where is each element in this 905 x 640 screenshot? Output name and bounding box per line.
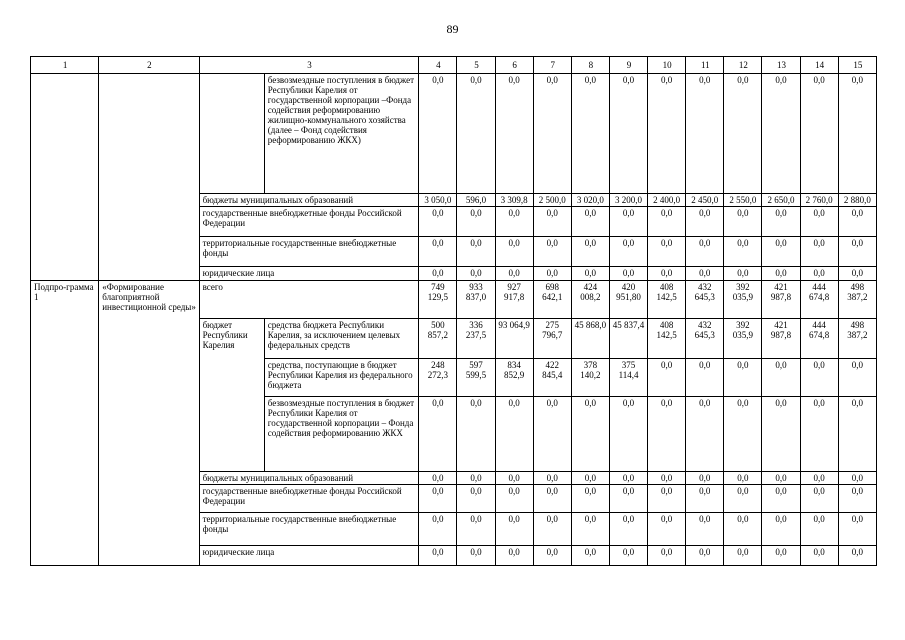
value-cell: 2 400,0: [648, 194, 686, 207]
budget-table: [30, 56, 877, 566]
header-cell: 1: [31, 57, 99, 74]
value-cell: 498 387,2: [838, 281, 876, 319]
value-cell: 0,0: [762, 546, 800, 566]
value-cell: 749 129,5: [419, 281, 457, 319]
empty-cell: [99, 74, 199, 281]
value-cell: 0,0: [686, 397, 724, 472]
value-cell: 0,0: [571, 513, 609, 546]
empty-cell: [199, 74, 264, 194]
value-cell: 0,0: [648, 513, 686, 546]
value-cell: 3 050,0: [419, 194, 457, 207]
value-cell: 0,0: [609, 485, 647, 513]
value-cell: 0,0: [800, 237, 838, 267]
value-cell: 0,0: [648, 237, 686, 267]
value-cell: 3 020,0: [571, 194, 609, 207]
subprogram-number: Подпро-грамма 1: [31, 281, 99, 566]
row-label: бюджеты муниципальных образований: [199, 472, 419, 485]
row-label: территориальные государственные внебюджетные фонды: [199, 237, 419, 267]
value-cell: 698 642,1: [533, 281, 571, 319]
value-cell: 0,0: [571, 397, 609, 472]
row-label: территориальные государственные внебюджетные фонды: [199, 513, 419, 546]
header-cell: 9: [609, 57, 647, 74]
value-cell: 0,0: [609, 74, 647, 194]
value-cell: 0,0: [762, 513, 800, 546]
value-cell: 0,0: [648, 546, 686, 566]
value-cell: 0,0: [495, 397, 533, 472]
header-cell: 3: [199, 57, 419, 74]
value-cell: 0,0: [838, 546, 876, 566]
value-cell: 0,0: [533, 485, 571, 513]
value-cell: 0,0: [800, 74, 838, 194]
value-cell: 408 142,5: [648, 281, 686, 319]
value-cell: 432 645,3: [686, 319, 724, 359]
value-cell: 0,0: [648, 74, 686, 194]
page-number: 89: [446, 22, 459, 36]
value-cell: 0,0: [648, 472, 686, 485]
value-cell: 0,0: [495, 472, 533, 485]
row-label: юридические лица: [199, 546, 419, 566]
value-cell: 0,0: [457, 513, 495, 546]
value-cell: 0,0: [800, 207, 838, 237]
budget-group-label: бюджет Республики Карелия: [199, 319, 264, 472]
value-cell: 0,0: [571, 207, 609, 237]
value-cell: 0,0: [457, 546, 495, 566]
value-cell: 0,0: [533, 397, 571, 472]
value-cell: 0,0: [800, 267, 838, 281]
value-cell: 0,0: [838, 513, 876, 546]
value-cell: 0,0: [838, 237, 876, 267]
value-cell: 0,0: [724, 237, 762, 267]
value-cell: 834 852,9: [495, 359, 533, 397]
value-cell: 3 309,8: [495, 194, 533, 207]
value-cell: 2 550,0: [724, 194, 762, 207]
value-cell: 0,0: [419, 513, 457, 546]
row-label: безвозмездные поступления в бюджет Республики Карелия от государственной корпорации – Фонда содействия реформированию ЖКХ: [264, 397, 419, 472]
value-cell: 0,0: [571, 267, 609, 281]
value-cell: 2 450,0: [686, 194, 724, 207]
value-cell: 0,0: [724, 472, 762, 485]
value-cell: 0,0: [724, 207, 762, 237]
value-cell: 0,0: [495, 74, 533, 194]
value-cell: 45 868,0: [571, 319, 609, 359]
value-cell: 422 845,4: [533, 359, 571, 397]
value-cell: 500 857,2: [419, 319, 457, 359]
value-cell: 0,0: [800, 485, 838, 513]
value-cell: 498 387,2: [838, 319, 876, 359]
value-cell: 0,0: [495, 513, 533, 546]
value-cell: 0,0: [609, 513, 647, 546]
value-cell: 0,0: [724, 513, 762, 546]
value-cell: 596,0: [457, 194, 495, 207]
value-cell: 0,0: [419, 267, 457, 281]
value-cell: 0,0: [800, 513, 838, 546]
value-cell: 0,0: [571, 472, 609, 485]
header-cell: 10: [648, 57, 686, 74]
value-cell: 0,0: [495, 546, 533, 566]
value-cell: 0,0: [648, 397, 686, 472]
value-cell: 2 650,0: [762, 194, 800, 207]
value-cell: 0,0: [457, 237, 495, 267]
value-cell: 0,0: [533, 74, 571, 194]
row-label: государственные внебюджетные фонды Российской Федерации: [199, 207, 419, 237]
value-cell: 0,0: [762, 207, 800, 237]
value-cell: 3 200,0: [609, 194, 647, 207]
value-cell: 0,0: [571, 74, 609, 194]
value-cell: 0,0: [609, 472, 647, 485]
value-cell: 336 237,5: [457, 319, 495, 359]
value-cell: 0,0: [838, 74, 876, 194]
value-cell: 2 760,0: [800, 194, 838, 207]
value-cell: 0,0: [686, 513, 724, 546]
value-cell: 0,0: [609, 267, 647, 281]
value-cell: 0,0: [571, 237, 609, 267]
value-cell: 927 917,8: [495, 281, 533, 319]
value-cell: 0,0: [609, 397, 647, 472]
value-cell: 0,0: [533, 472, 571, 485]
value-cell: 0,0: [762, 267, 800, 281]
value-cell: 0,0: [724, 267, 762, 281]
value-cell: 0,0: [457, 267, 495, 281]
row-label: всего: [199, 281, 419, 319]
value-cell: 0,0: [495, 485, 533, 513]
value-cell: 0,0: [419, 237, 457, 267]
value-cell: 0,0: [724, 546, 762, 566]
value-cell: 248 272,3: [419, 359, 457, 397]
value-cell: 0,0: [762, 472, 800, 485]
value-cell: 0,0: [838, 359, 876, 397]
row-label: безвозмездные поступления в бюджет Республики Карелия от государственной корпорации –Фонда содействия реформированию жилищно-коммунального хозяйства (далее – Фонд содействия реформированию ЖКХ): [264, 74, 419, 194]
value-cell: 0,0: [838, 267, 876, 281]
value-cell: 597 599,5: [457, 359, 495, 397]
value-cell: 0,0: [495, 237, 533, 267]
value-cell: 0,0: [571, 485, 609, 513]
value-cell: 392 035,9: [724, 319, 762, 359]
value-cell: 0,0: [800, 397, 838, 472]
table-row: [31, 281, 877, 319]
row-label: государственные внебюджетные фонды Российской Федерации: [199, 485, 419, 513]
value-cell: 0,0: [838, 485, 876, 513]
value-cell: 0,0: [609, 546, 647, 566]
value-cell: 0,0: [800, 546, 838, 566]
value-cell: 444 674,8: [800, 319, 838, 359]
value-cell: 0,0: [457, 207, 495, 237]
value-cell: 0,0: [419, 546, 457, 566]
value-cell: 378 140,2: [571, 359, 609, 397]
header-row: [31, 57, 877, 74]
header-cell: 7: [533, 57, 571, 74]
row-label: юридические лица: [199, 267, 419, 281]
value-cell: 0,0: [533, 237, 571, 267]
value-cell: 408 142,5: [648, 319, 686, 359]
value-cell: 0,0: [686, 74, 724, 194]
value-cell: 0,0: [533, 513, 571, 546]
value-cell: 0,0: [724, 397, 762, 472]
value-cell: 0,0: [762, 359, 800, 397]
value-cell: 432 645,3: [686, 281, 724, 319]
value-cell: 0,0: [648, 267, 686, 281]
value-cell: 2 500,0: [533, 194, 571, 207]
header-cell: 8: [571, 57, 609, 74]
value-cell: 0,0: [495, 207, 533, 237]
value-cell: 0,0: [419, 74, 457, 194]
value-cell: 0,0: [686, 359, 724, 397]
header-cell: 5: [457, 57, 495, 74]
value-cell: 0,0: [762, 397, 800, 472]
header-cell: 13: [762, 57, 800, 74]
value-cell: 0,0: [533, 546, 571, 566]
value-cell: 0,0: [571, 546, 609, 566]
value-cell: 0,0: [724, 74, 762, 194]
value-cell: 0,0: [457, 74, 495, 194]
value-cell: 0,0: [457, 397, 495, 472]
row-label: средства, поступающие в бюджет Республики Карелия из федерального бюджета: [264, 359, 419, 397]
value-cell: 424 008,2: [571, 281, 609, 319]
value-cell: 0,0: [457, 472, 495, 485]
value-cell: 0,0: [838, 397, 876, 472]
header-cell: 2: [99, 57, 199, 74]
value-cell: 0,0: [686, 267, 724, 281]
value-cell: 0,0: [686, 237, 724, 267]
value-cell: 0,0: [457, 485, 495, 513]
value-cell: 0,0: [609, 207, 647, 237]
value-cell: 392 035,9: [724, 281, 762, 319]
header-cell: 6: [495, 57, 533, 74]
subprogram-title: «Формирование благоприятной инвестиционной среды»: [99, 281, 199, 566]
row-label: средства бюджета Республики Карелия, за исключением целевых федеральных средств: [264, 319, 419, 359]
value-cell: 0,0: [686, 546, 724, 566]
value-cell: 375 114,4: [609, 359, 647, 397]
value-cell: 0,0: [686, 472, 724, 485]
value-cell: 0,0: [533, 267, 571, 281]
header-cell: 11: [686, 57, 724, 74]
value-cell: 0,0: [419, 207, 457, 237]
value-cell: 2 880,0: [838, 194, 876, 207]
header-cell: 12: [724, 57, 762, 74]
value-cell: 420 951,80: [609, 281, 647, 319]
value-cell: 444 674,8: [800, 281, 838, 319]
value-cell: 0,0: [419, 485, 457, 513]
row-label: бюджеты муниципальных образований: [199, 194, 419, 207]
header-cell: 4: [419, 57, 457, 74]
value-cell: 421 987,8: [762, 281, 800, 319]
value-cell: 0,0: [838, 472, 876, 485]
header-cell: 15: [838, 57, 876, 74]
value-cell: 0,0: [686, 485, 724, 513]
value-cell: 0,0: [800, 472, 838, 485]
value-cell: 0,0: [419, 397, 457, 472]
value-cell: 93 064,9: [495, 319, 533, 359]
value-cell: 0,0: [419, 472, 457, 485]
value-cell: 0,0: [533, 207, 571, 237]
value-cell: 0,0: [686, 207, 724, 237]
value-cell: 0,0: [648, 359, 686, 397]
value-cell: 0,0: [800, 359, 838, 397]
value-cell: 45 837,4: [609, 319, 647, 359]
value-cell: 275 796,7: [533, 319, 571, 359]
value-cell: 0,0: [724, 359, 762, 397]
value-cell: 0,0: [609, 237, 647, 267]
value-cell: 0,0: [762, 485, 800, 513]
value-cell: 0,0: [724, 485, 762, 513]
value-cell: 0,0: [648, 485, 686, 513]
empty-cell: [31, 74, 99, 281]
value-cell: 0,0: [648, 207, 686, 237]
value-cell: 421 987,8: [762, 319, 800, 359]
header-cell: 14: [800, 57, 838, 74]
table-row: [31, 74, 877, 194]
value-cell: 0,0: [762, 74, 800, 194]
value-cell: 0,0: [495, 267, 533, 281]
value-cell: 933 837,0: [457, 281, 495, 319]
value-cell: 0,0: [762, 237, 800, 267]
value-cell: 0,0: [838, 207, 876, 237]
